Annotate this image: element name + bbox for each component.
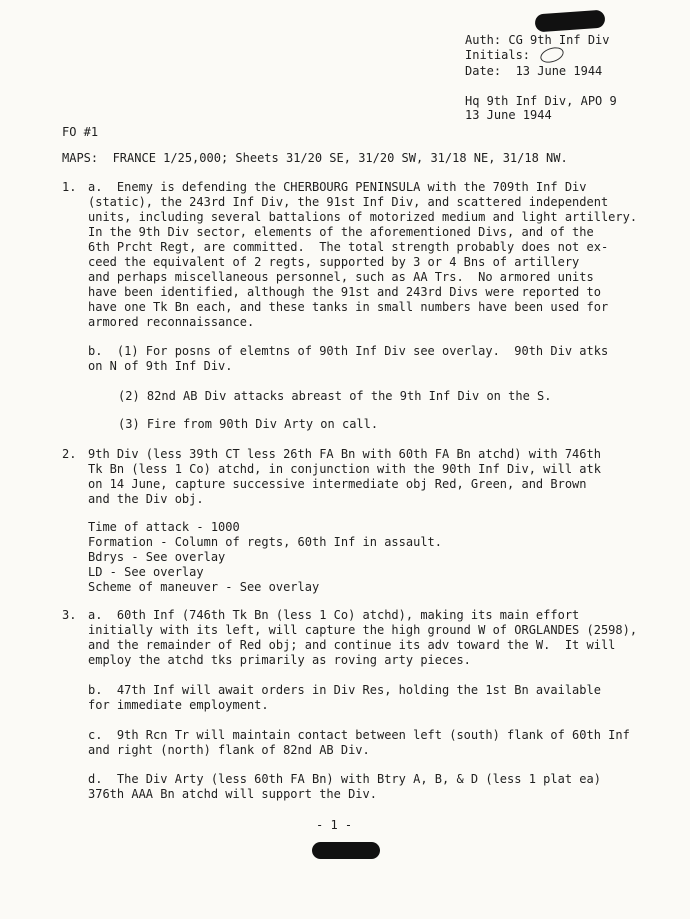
para1-a-line: 6th Prcht Regt, are committed. The total strength probably does not ex-: [88, 240, 609, 254]
para2-line: and the Div obj.: [88, 492, 204, 506]
date-line: Date: 13 June 1944: [465, 64, 603, 78]
para2-detail: Time of attack - 1000: [88, 520, 240, 534]
auth-line: Auth: CG 9th Inf Div: [465, 33, 610, 47]
para2-line: Tk Bn (less 1 Co) atchd, in conjunction with the 90th Inf Div, will atk: [88, 462, 601, 476]
para3-a-line: and the remainder of Red obj; and continue its adv toward the W. It will: [88, 638, 616, 652]
para2-number: 2.: [62, 447, 77, 461]
para1-b1-line: b. (1) For posns of elemtns of 90th Inf Div see overlay. 90th Div atks: [88, 344, 609, 358]
para2-detail: Bdrys - See overlay: [88, 550, 226, 564]
page-number: - 1 -: [316, 818, 353, 832]
para2-line: 9th Div (less 39th CT less 26th FA Bn with 60th FA Bn atchd) with 746th: [88, 447, 601, 461]
para3-b-line: for immediate employment.: [88, 698, 269, 712]
para1-a-line: (static), the 243rd Inf Div, the 91st Inf Div, and scattered independent: [88, 195, 609, 209]
para1-number: 1.: [62, 180, 77, 194]
initials-line: Initials:: [465, 48, 531, 62]
para3-d-line: 376th AAA Bn atchd will support the Div.: [88, 787, 377, 801]
para1-b2-line: (2) 82nd AB Div attacks abreast of the 9th Inf Div on the S.: [118, 389, 552, 403]
para1-a-line: have one Tk Bn each, and these tanks in small numbers have been used for: [88, 300, 609, 314]
para1-a-line: armored reconnaissance.: [88, 315, 255, 329]
hq-line: Hq 9th Inf Div, APO 9: [465, 94, 617, 108]
para3-c-line: and right (north) flank of 82nd AB Div.: [88, 743, 370, 757]
para2-detail: Formation - Column of regts, 60th Inf in assault.: [88, 535, 443, 549]
redaction-mark-bottom: [312, 842, 380, 859]
hq-date-line: 13 June 1944: [465, 108, 552, 122]
para3-a-line: a. 60th Inf (746th Tk Bn (less 1 Co) atchd), making its main effort: [88, 608, 580, 622]
para3-d-line: d. The Div Arty (less 60th FA Bn) with Btry A, B, & D (less 1 plat ea): [88, 772, 601, 786]
para1-a-line: ceed the equivalent of 2 regts, supported by 3 or 4 Bns of artillery: [88, 255, 580, 269]
para3-a-line: employ the atchd tks primarily as roving arty pieces.: [88, 653, 471, 667]
para1-b3-line: (3) Fire from 90th Div Arty on call.: [118, 417, 379, 431]
para3-number: 3.: [62, 608, 77, 622]
field-order-number: FO #1: [62, 125, 99, 139]
para3-b-line: b. 47th Inf will await orders in Div Res, holding the 1st Bn available: [88, 683, 601, 697]
para1-a-line: In the 9th Div sector, elements of the aforementioned Divs, and of the: [88, 225, 594, 239]
para1-a-line: a. Enemy is defending the CHERBOURG PENINSULA with the 709th Inf Div: [88, 180, 587, 194]
para1-b1-line: on N of 9th Inf Div.: [88, 359, 233, 373]
para1-a-line: units, including several battalions of motorized medium and light artillery.: [88, 210, 638, 224]
para1-a-line: and perhaps miscellaneous personnel, such as AA Trs. No armored units: [88, 270, 594, 284]
maps-line: MAPS: FRANCE 1/25,000; Sheets 31/20 SE, 31/20 SW, 31/18 NE, 31/18 NW.: [62, 151, 568, 165]
para2-line: on 14 June, capture successive intermediate obj Red, Green, and Brown: [88, 477, 587, 491]
redaction-mark-top: [534, 10, 605, 33]
para3-c-line: c. 9th Rcn Tr will maintain contact between left (south) flank of 60th Inf: [88, 728, 630, 742]
para2-detail: Scheme of maneuver - See overlay: [88, 580, 320, 594]
para3-a-line: initially with its left, will capture the high ground W of ORGLANDES (2598),: [88, 623, 638, 637]
para1-a-line: have been identified, although the 91st and 243rd Divs were reported to: [88, 285, 601, 299]
para2-detail: LD - See overlay: [88, 565, 204, 579]
